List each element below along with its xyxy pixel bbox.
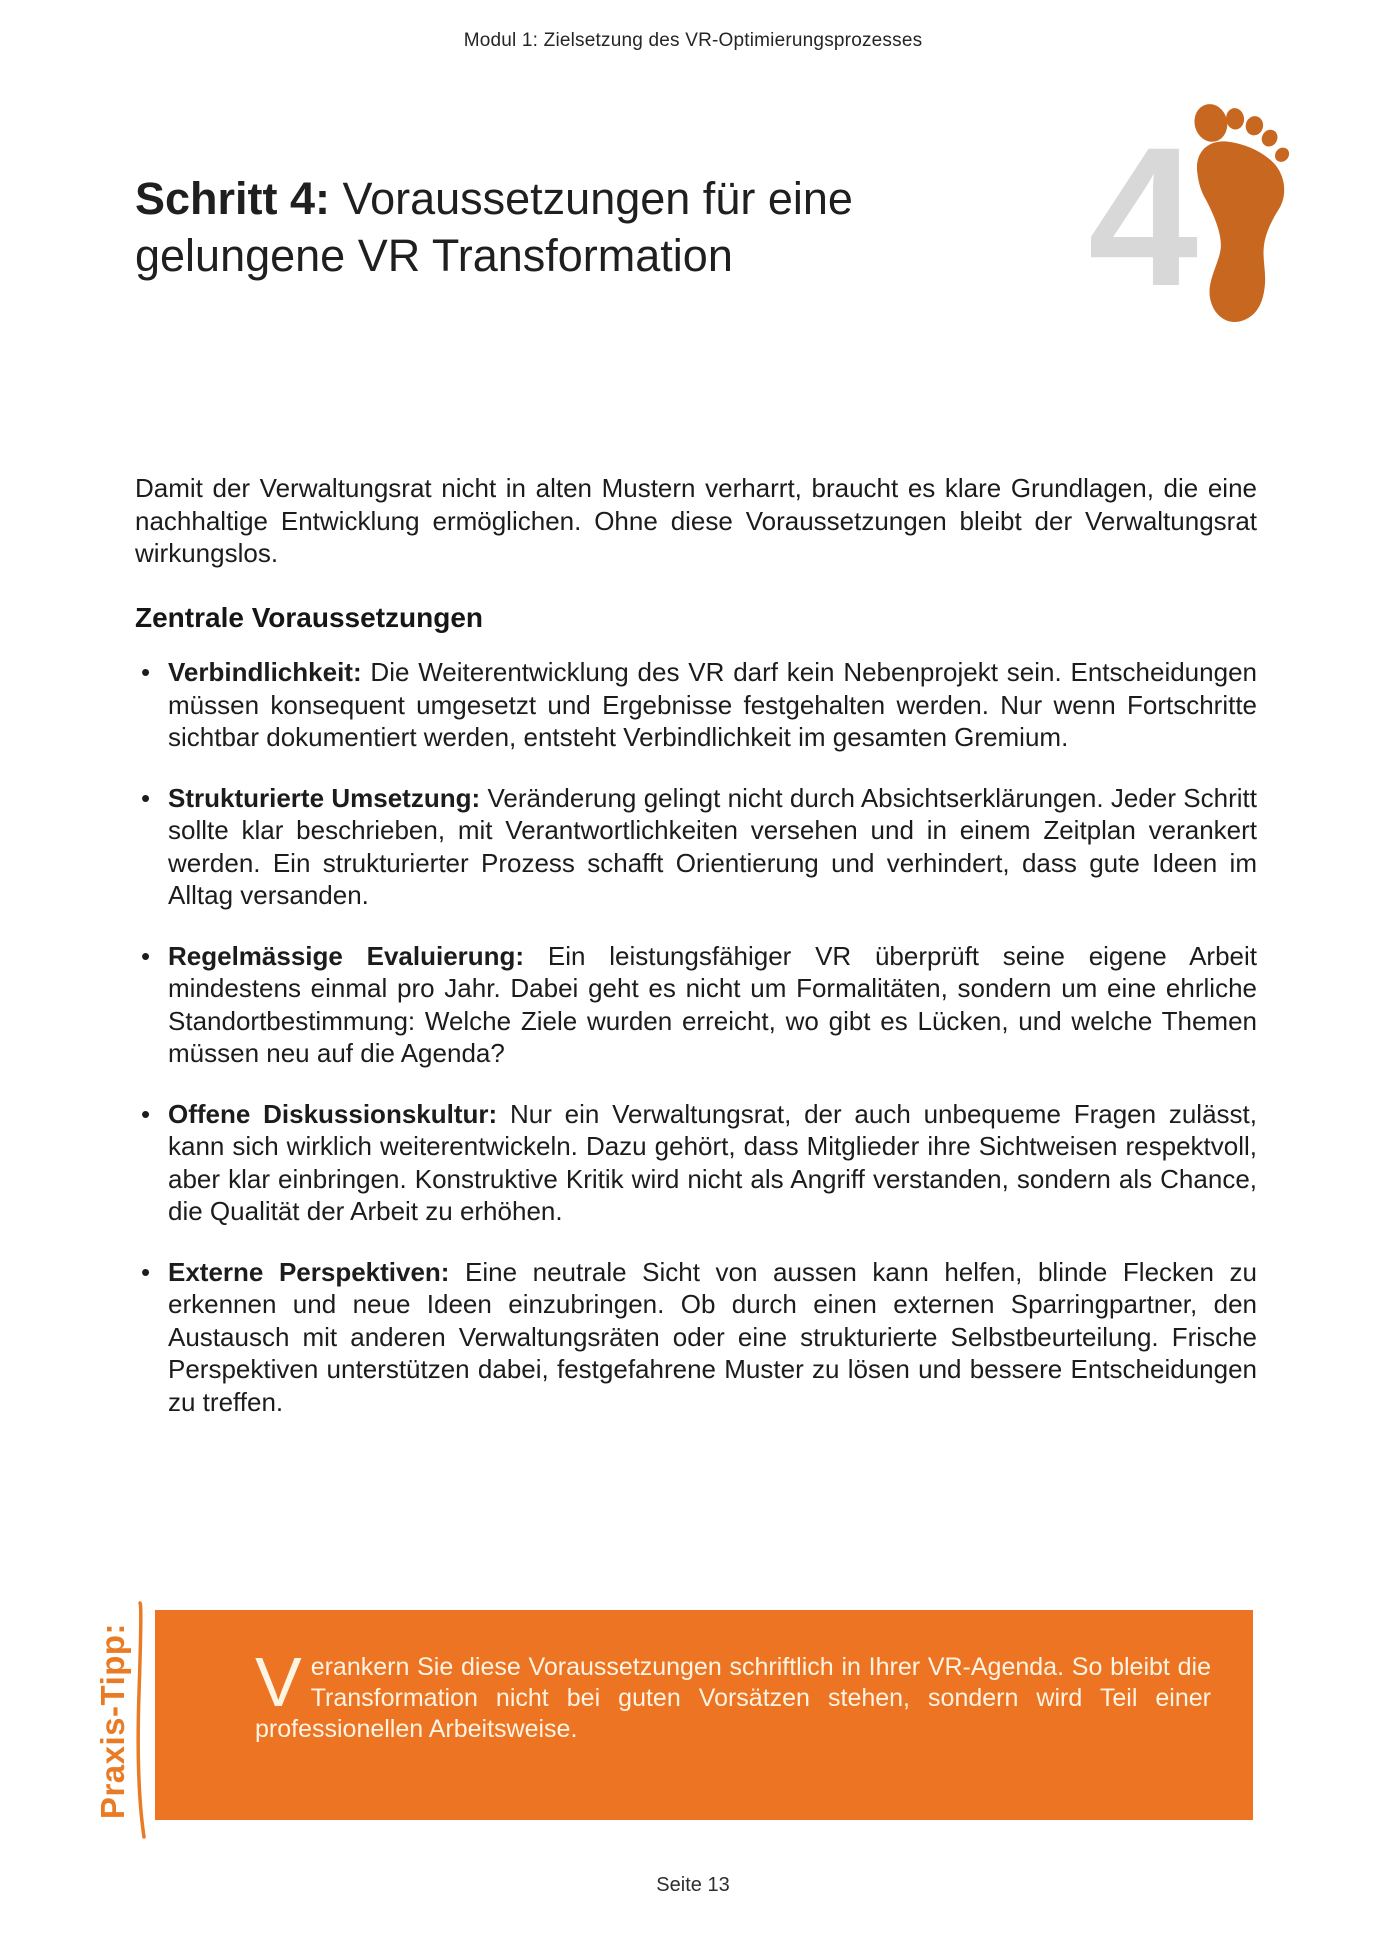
- page-title-rest: Voraussetzungen für eine gelungene VR Transformation: [135, 173, 853, 281]
- praxis-tipp-label-text: Praxis-Tipp:: [93, 1622, 131, 1820]
- bullet-item: [135, 1098, 1257, 1228]
- bullet-lead: Verbindlichkeit:: [168, 657, 362, 687]
- bullet-text: Die Weiterentwicklung des VR darf kein Nebenprojekt sein. Entscheidungen müssen konsequent umgesetzt und Ergebnisse festgehalten werden. Nur wenn Fortschritte sichtbar dokumentiert werden, entsteht Verbindlichkeit im gesamten Gremium.: [168, 657, 1257, 752]
- bullet-list: [135, 656, 1257, 1446]
- bullet-lead: Regelmässige Evaluierung:: [168, 940, 525, 971]
- footprint-icon: [1192, 96, 1294, 324]
- page-title-step: Schritt 4:: [135, 173, 331, 224]
- praxis-tipp-text: [155, 1610, 1253, 1745]
- page-header: Modul 1: Zielsetzung des VR-Optimierungsprozesses: [463, 30, 923, 51]
- step-number-watermark: 4: [1088, 106, 1199, 327]
- bullet-marker: •: [141, 657, 151, 687]
- bullet-item: [135, 782, 1257, 912]
- label-underline-stroke: [133, 1599, 147, 1843]
- bullet-marker: •: [141, 940, 151, 971]
- section-heading: Zentrale Voraussetzungen: [135, 602, 484, 633]
- page-title: [135, 170, 965, 284]
- bullet-item: [135, 656, 1257, 754]
- bullet-marker: •: [141, 1256, 151, 1287]
- bullet-item: [135, 940, 1257, 1070]
- bullet-lead: Externe Perspektiven:: [168, 1256, 450, 1287]
- intro-paragraph: Damit der Verwaltungsrat nicht in alten Mustern verharrt, braucht es klare Grundlagen, die eine nachhaltige Entwicklung ermöglichen. Ohne diese Voraussetzungen bleibt der Verwaltungsrat wirkungslos.: [135, 473, 1257, 568]
- praxis-tipp-side-label: [88, 1595, 152, 1847]
- bullet-text: Nur ein Verwaltungsrat, der auch unbequeme Fragen zulässt, kann sich wirklich weiterentwickeln. Dazu gehört, dass Mitglieder ihre Sichtweisen respektvoll, aber klar einbringen. Konstruktive Kritik wird nicht als Angriff verstanden, sondern als Chance, die Qualität der Arbeit zu erhöhen.: [168, 1098, 1257, 1226]
- bullet-lead: Offene Diskussionskultur:: [168, 1098, 498, 1129]
- tip-body-text: erankern Sie diese Voraussetzungen schriftlich in Ihrer VR-Agenda. So bleibt die Transformation nicht bei guten Vorsätzen stehen, sondern wird Teil einer professionellen Arbeitsweise.: [255, 1653, 1211, 1743]
- bullet-item: [135, 1256, 1257, 1419]
- bullet-text: Eine neutrale Sicht von aussen kann helfen, blinde Flecken zu erkennen und neue Ideen einzubringen. Ob durch einen externen Sparringpartner, den Austausch mit anderen Verwaltungsräten oder eine strukturierte Selbstbeurteilung. Frische Perspektiven unterstützen dabei, festgefahrene Muster zu lösen und bessere Entscheidungen zu treffen.: [168, 1256, 1257, 1417]
- bullet-text: Veränderung gelingt nicht durch Absichtserklärungen. Jeder Schritt sollte klar beschrieben, mit Verantwortlichkeiten versehen und in einem Zeitplan verankert werden. Ein strukturierter Prozess schafft Orientierung und verhindert, dass gute Ideen im Alltag versanden.: [168, 782, 1257, 910]
- bullet-marker: •: [141, 1098, 151, 1129]
- praxis-tipp-box: [155, 1610, 1253, 1820]
- bullet-lead: Strukturierte Umsetzung:: [168, 782, 481, 813]
- dropcap-letter: V: [255, 1643, 302, 1721]
- bullet-text: Ein leistungsfähiger VR überprüft seine eigene Arbeit mindestens einmal pro Jahr. Dabei geht es nicht um Formalitäten, sondern um eine ehrliche Standortbestimmung: Welche Ziele wurden erreicht, wo gibt es Lücken, und welche Themen müssen neu auf die Agenda?: [168, 940, 1258, 1068]
- bullet-marker: •: [141, 782, 151, 813]
- page-footer: Seite 13: [656, 1874, 730, 1896]
